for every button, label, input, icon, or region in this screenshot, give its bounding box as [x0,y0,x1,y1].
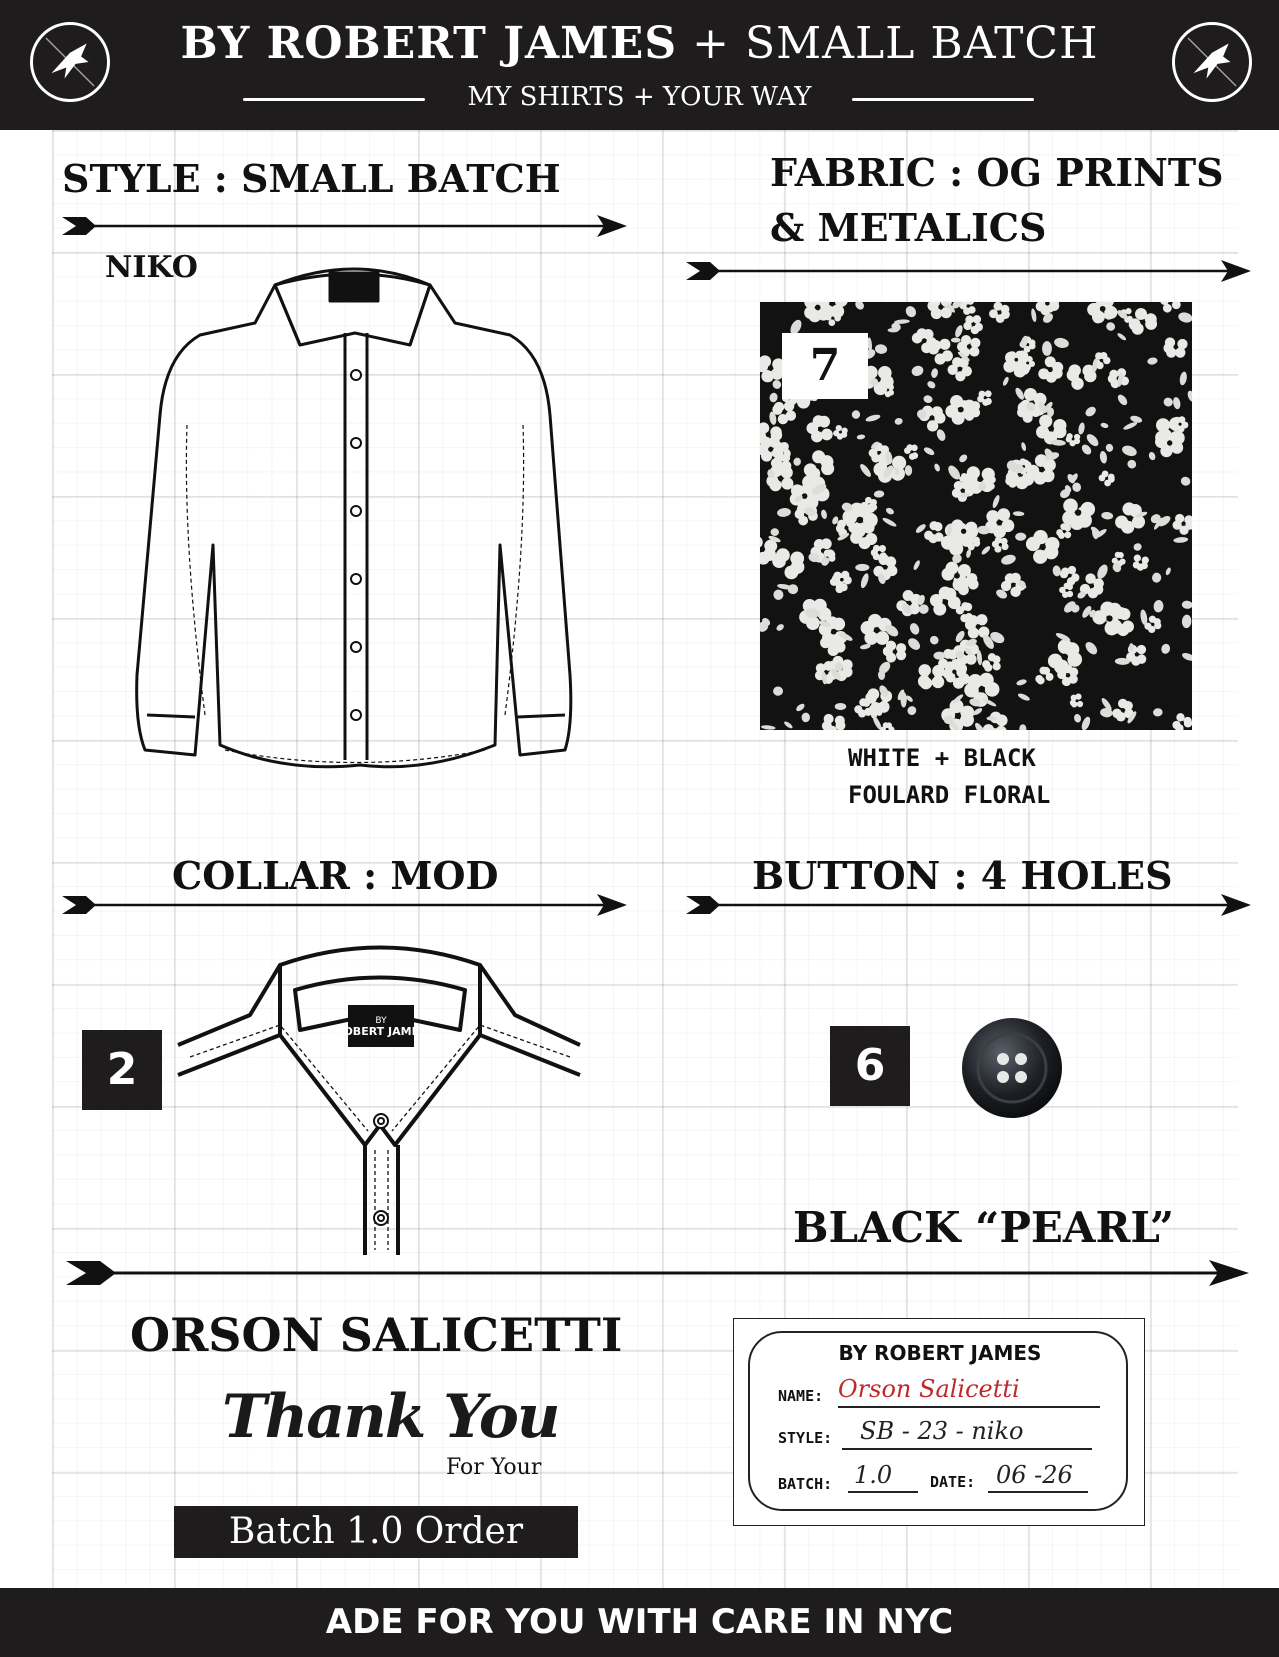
leaf-motif [1019,724,1026,730]
leaf-motif [885,507,895,516]
collar-number-badge: 2 [82,1030,162,1110]
arrow-icon [62,211,627,241]
tag-rule [842,1448,1092,1450]
leaf-motif [835,703,847,710]
flower-motif [989,302,1010,323]
leaf-motif [1148,451,1157,461]
leaf-motif [1147,357,1159,366]
leaf-motif [935,428,947,442]
leaf-motif [873,490,884,498]
brand-line: SMALL BATCH [744,18,1099,69]
leaf-motif [1162,396,1174,407]
leaf-motif [930,368,938,379]
leaf-motif [761,725,776,730]
flower-motif [804,450,834,480]
leaf-motif [1080,716,1092,730]
leaf-motif [1165,567,1172,576]
order-tag-card [733,1318,1145,1526]
flower-motif [760,355,785,382]
flower-motif [1038,356,1063,382]
collar-label: COLLAR : MOD [172,853,499,898]
leaf-motif [865,413,881,423]
leaf-motif [1133,542,1143,552]
flower-motif [945,395,976,425]
tag-rule [988,1491,1088,1493]
leaf-motif [1015,532,1026,540]
for-your-text: For Your [446,1455,542,1480]
shirt-name: NIKO [105,250,198,285]
leaf-motif [894,417,903,425]
button-number-badge: 6 [830,1026,910,1106]
flower-motif [1133,555,1149,571]
leaf-motif [905,465,913,476]
svg-text:ROBERT JAMES: ROBERT JAMES [334,1025,428,1038]
flower-motif [1026,530,1060,564]
arrow-icon [62,890,627,920]
leaf-motif [1186,390,1192,403]
leaf-motif [771,378,783,390]
leaf-motif [871,715,883,730]
fabric-label-line1: FABRIC : OG PRINTS [770,150,1224,195]
leaf-motif [851,409,862,420]
tag-brand: BY ROBERT JAMES [838,1341,1042,1365]
leaf-motif [1071,482,1082,493]
leaf-motif [1100,422,1109,429]
leaf-motif [908,622,921,636]
leaf-motif [882,516,898,528]
leaf-motif [771,528,780,536]
tag-batch-label: BATCH: [778,1475,833,1493]
leaf-motif [1083,640,1099,657]
brand-plus: + [692,18,730,69]
leaf-motif [1014,386,1026,401]
leaf-motif [1000,553,1017,566]
tag-style-label: STYLE: [778,1429,833,1447]
leaf-motif [928,634,940,646]
flower-motif [992,537,1009,553]
leaf-motif [906,636,923,652]
leaf-motif [912,559,921,571]
flower-motif [985,508,1014,538]
leaf-motif [1105,321,1116,332]
flower-motif [1163,337,1187,357]
flower-motif [880,722,895,730]
flower-motif [982,653,1001,672]
shirt-illustration [125,245,585,805]
leaf-motif [933,463,941,473]
leaf-motif [795,702,806,712]
flower-motif [833,425,848,440]
button-name: BLACK “PEARL” [793,1203,1175,1252]
header-banner [0,0,1279,130]
leaf-motif [1002,376,1010,387]
flower-motif [1172,713,1192,730]
flower-motif [1059,583,1073,598]
fabric-label-line2: & METALICS [770,205,1047,250]
tag-name-value: Orson Salicetti [838,1375,1020,1403]
leaf-motif [1080,443,1093,457]
leaf-motif [1042,341,1052,356]
flower-motif [983,712,1008,730]
flower-motif [1060,566,1080,586]
leaf-motif [874,344,887,355]
flower-motif [1035,667,1053,685]
dove-seal-icon [1172,22,1252,102]
leaf-motif [1179,371,1188,386]
leaf-motif [1121,444,1138,458]
svg-text:BY: BY [375,1016,387,1026]
flower-motif [924,521,943,543]
leaf-motif [1116,393,1129,407]
button-label: BUTTON : 4 HOLES [752,853,1173,898]
leaf-motif [954,324,964,338]
flower-motif [822,714,846,730]
flower-motif [1070,693,1083,707]
leaf-motif [1053,337,1070,350]
leaf-motif [769,392,779,403]
leaf-motif [926,380,937,390]
flower-motif [963,315,983,334]
leaf-motif [859,572,870,589]
brand-title [0,18,1279,69]
brand-name: BY ROBERT JAMES [180,18,678,69]
leaf-motif [1095,563,1110,581]
flower-motif [1129,308,1157,335]
tag-rule [838,1406,1100,1408]
tagline: MY SHIRTS + YOUR WAY [467,82,812,112]
fabric-desc-line1: WHITE + BLACK [848,744,1036,772]
tag-date-value: 06 -26 [996,1461,1073,1489]
leaf-motif [1177,311,1192,324]
leaf-motif [1105,443,1114,452]
flower-motif [772,548,804,579]
leaf-motif [1013,511,1025,516]
button-icon [960,1016,1064,1120]
flower-motif [1160,302,1181,313]
arrow-icon [686,256,1251,286]
flower-motif [928,339,953,365]
tag-rule [848,1491,918,1493]
flower-motif [1087,302,1117,323]
leaf-motif [1101,511,1114,520]
arrow-icon [686,890,1251,920]
leaf-motif [856,434,865,440]
leaf-motif [991,494,1001,509]
leaf-motif [777,507,792,517]
leaf-motif [906,704,918,716]
leaf-motif [773,589,785,601]
leaf-motif [1160,643,1171,655]
leaf-motif [1084,405,1098,419]
leaf-motif [951,338,961,343]
flower-motif [832,571,852,590]
flower-motif [1173,514,1192,535]
flower-motif [883,641,906,663]
flower-motif [1036,302,1060,315]
leaf-motif [1122,421,1138,431]
tagline-rule-right [852,98,1034,101]
thank-you-script: Thank You [222,1382,559,1452]
arrow-icon [66,1258,1249,1288]
leaf-motif [1077,422,1085,435]
fabric-number-badge: 7 [782,333,868,399]
leaf-motif [1181,614,1191,628]
batch-order-bar: Batch 1.0 Order [174,1506,578,1558]
leaf-motif [783,720,794,729]
flower-motif [918,664,945,689]
leaf-motif [910,364,925,378]
flower-motif [941,699,974,730]
leaf-motif [1099,451,1108,464]
flower-motif [904,444,918,460]
leaf-motif [858,462,872,478]
leaf-motif [958,453,969,464]
leaf-motif [904,304,918,319]
flower-motif [1036,415,1066,445]
leaf-motif [980,545,991,556]
leaf-motif [923,394,934,404]
flower-motif [1099,471,1115,487]
leaf-motif [1173,537,1188,544]
tag-frame [748,1331,1128,1511]
leaf-motif [820,509,828,520]
flower-motif [1066,433,1081,446]
flower-motif [1115,502,1145,533]
leaf-motif [1020,442,1027,452]
leaf-motif [1153,708,1164,717]
leaf-motif [1017,692,1031,702]
customer-name: ORSON SALICETTI [130,1308,623,1362]
flower-motif [1067,364,1097,390]
leaf-motif [1116,332,1127,342]
tag-name-label: NAME: [778,1387,824,1405]
leaf-motif [1180,475,1192,487]
collar-illustration [170,935,590,1255]
flower-motif [959,302,975,315]
leaf-motif [923,446,936,457]
leaf-motif [1151,572,1161,583]
leaf-motif [1016,678,1028,686]
tag-style-value: SB - 23 - niko [860,1417,1024,1445]
leaf-motif [793,457,802,467]
style-label: STYLE : SMALL BATCH [62,156,561,201]
fabric-desc-line2: FOULARD FLORAL [848,781,1051,809]
leaf-motif [1030,308,1037,322]
leaf-motif [1126,458,1138,470]
tag-date-label: DATE: [930,1473,976,1491]
leaf-motif [773,686,783,696]
footer-banner: ADE FOR YOU WITH CARE IN NYC [0,1588,1279,1657]
leaf-motif [1153,600,1164,613]
flower-motif [806,415,832,442]
leaf-motif [1181,651,1192,662]
leaf-motif [853,302,865,311]
leaf-motif [1073,713,1082,723]
leaf-motif [801,712,810,722]
leaf-motif [1181,600,1192,609]
flower-motif [1056,523,1071,539]
leaf-motif [855,564,869,571]
tag-batch-value: 1.0 [854,1461,893,1489]
leaf-motif [775,623,785,632]
leaf-motif [1172,396,1181,409]
